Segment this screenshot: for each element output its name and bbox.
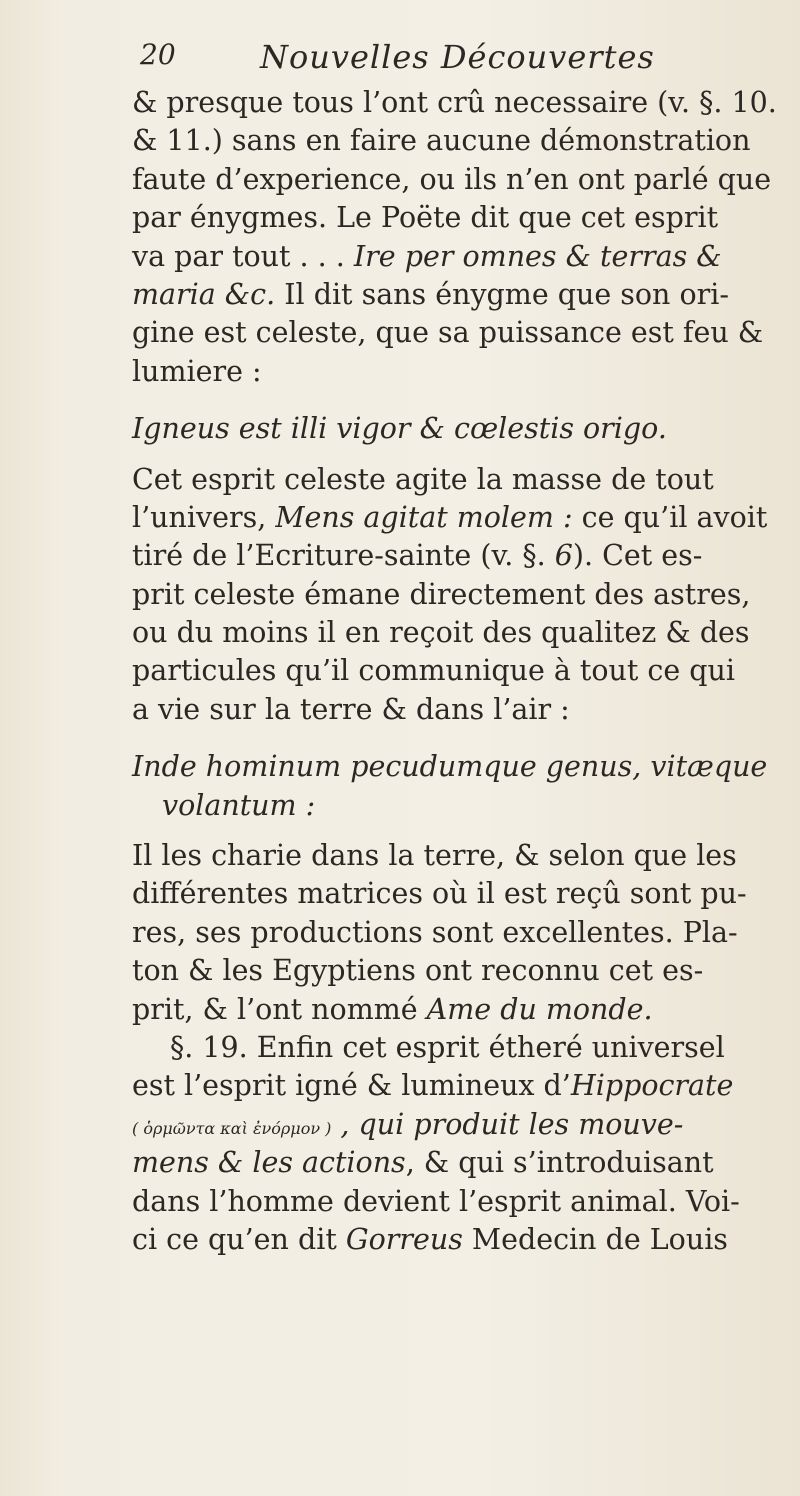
italic-span: mens & les actions [132,1146,406,1180]
latin-quote: Ame du monde. [426,992,653,1026]
person-name: Hippocrate [570,1069,734,1103]
text-line: a vie sur la terre & dans l’air : [132,692,570,726]
text-line: Cet esprit celeste agite la masse de tout [132,462,714,496]
page-header [140,38,780,78]
verse-quote: Inde hominum pecudumque genus, vitæque [132,750,768,784]
text-span: ce qu’il avoit [572,500,768,534]
text-line: §. 19. Enfin cet esprit étheré universel [170,1030,725,1064]
text-span: Il dit sans énygme que son ori- [275,277,729,311]
text-line [132,537,792,575]
text-line: faute d’experience, ou ils n’en ont parlé que [132,162,772,196]
text-line: res, ses productions sont excellentes. Pla- [132,915,738,949]
text-line [132,499,792,537]
greek-quote: ( ὁρμῶντα καὶ ἐνόρμον ) [132,1118,332,1138]
page-number: 20 [140,38,176,71]
text-span: l’univers, [132,500,276,534]
body-text [132,84,792,1259]
italic-span: , qui produit les mouve- [331,1107,684,1141]
verse-quote: volantum : [162,788,316,822]
text-line: particules qu’il communique à tout ce qui [132,654,736,688]
section-number: 6 [554,539,573,573]
text-line [132,1106,792,1144]
text-line: lumiere : [132,354,262,388]
text-line: ou du moins il en reçoit des qualitez & des [132,616,750,650]
text-span: ). Cet es- [572,539,703,573]
text-line [132,991,792,1029]
text-line: gine est celeste, que sa puissance est feu & [132,316,764,350]
verse-quote: Igneus est illi vigor & cœlestis origo. [132,412,667,446]
text-span: prit, & l’ont nommé [132,992,427,1026]
latin-quote: Mens agitat molem : [275,500,573,534]
text-span: tiré de l’Ecriture-sainte (v. §. [132,539,555,573]
text-span: va par tout . . . [132,239,354,273]
text-span: ci ce qu’en dit [132,1222,346,1256]
text-line: prit celeste émane directement des astres, [132,577,751,611]
person-name: Gorreus [345,1222,463,1256]
latin-quote: Ire per omnes & terras & [353,239,722,273]
text-span: Medecin de Louis [462,1222,728,1256]
text-line [132,276,792,314]
latin-quote: maria &c. [132,277,276,311]
text-line [132,1144,792,1182]
text-line: & 11.) sans en faire aucune démonstration [132,124,751,158]
text-line: & presque tous l’ont crû necessaire (v. §. 10. [132,86,777,119]
text-line: Il les charie dans la terre, & selon que les [132,839,737,873]
text-line: ton & les Egyptiens ont reconnu cet es- [132,954,704,988]
running-title: Nouvelles Découvertes [260,38,655,76]
text-line [132,238,792,276]
text-line: par énygmes. Le Poëte dit que cet esprit [132,201,719,235]
text-span: est l’esprit igné & lumineux d’ [132,1069,571,1103]
text-line: dans l’homme devient l’esprit animal. Voi- [132,1184,740,1218]
text-line [132,1067,792,1105]
text-span: , & qui s’introduisant [405,1146,714,1180]
text-line [132,1221,792,1259]
text-line: différentes matrices où il est reçû sont pu- [132,877,747,911]
